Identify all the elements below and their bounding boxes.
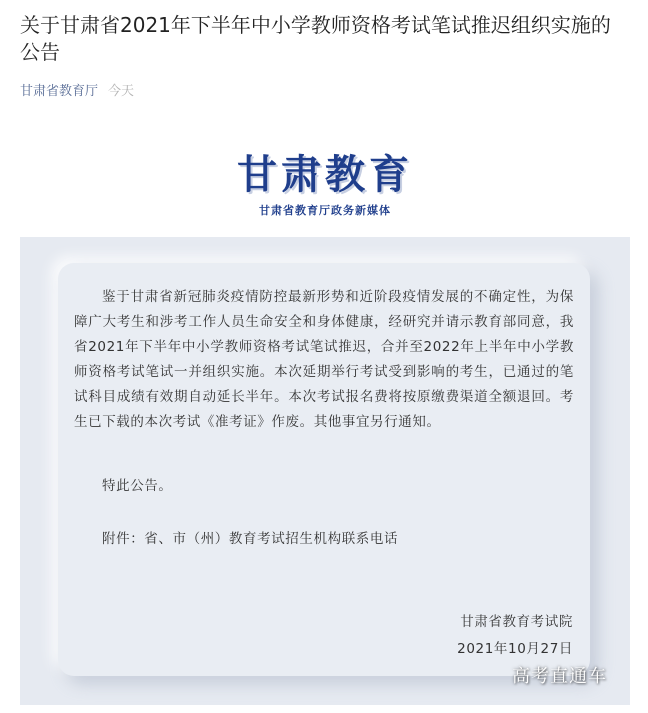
watermark: 高考直通车 — [512, 666, 607, 687]
publish-time: 今天 — [108, 84, 135, 99]
signature-org: 甘肃省教育考试院 — [460, 614, 573, 630]
author-link[interactable]: 甘肃省教育厅 — [20, 84, 99, 99]
gansu-education-logo — [215, 150, 435, 218]
signature-date: 2021年10月27日 — [457, 641, 573, 657]
notice-closing: 特此公告。 — [102, 478, 173, 494]
logo-main-text: 甘肃教育 — [237, 151, 413, 198]
article-title: 关于甘肃省2021年下半年中小学教师资格考试笔试推迟组织实施的公告 — [20, 13, 611, 64]
article-meta — [20, 80, 134, 99]
logo-sub-text: 甘肃省教育厅政务新媒体 — [259, 204, 391, 217]
notice-body: 鉴于甘肃省新冠肺炎疫情防控最新形势和近阶段疫情发展的不确定性，为保障广大考生和涉考工作人员生命安全和身体健康，经研究并请示教育部同意，我省2021年下半年中小学教师资格考试笔试推迟，合并至2022年上半年中小学教师资格考试笔试一并组织实施。本次延期举行考试受到影响的考生，已通过的笔试科目成绩有效期自动延长半年。本次考试报名费将按原缴费渠道全额退回。考生已下载的本次考试《准考证》作废。其他事宜另行通知。 — [74, 289, 574, 430]
notice-attachment: 附件：省、市（州）教育考试招生机构联系电话 — [102, 531, 399, 547]
